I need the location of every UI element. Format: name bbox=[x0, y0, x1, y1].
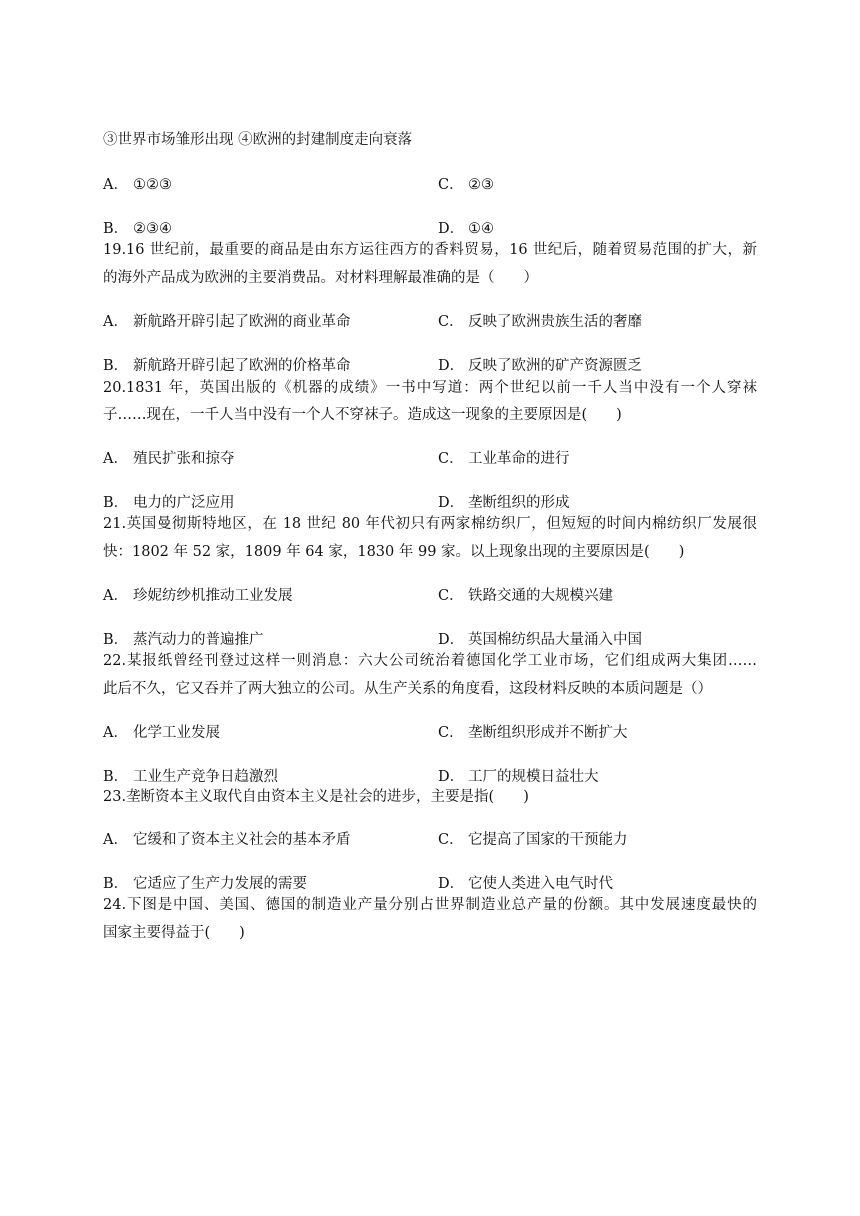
q19-option-b[interactable] bbox=[103, 356, 351, 376]
option-letter: C． bbox=[438, 725, 464, 741]
q20-stem-line-2: 子……现在，一千人当中没有一个人不穿袜子。造成这一现象的主要原因是( ) bbox=[103, 407, 622, 423]
q23-option-c[interactable] bbox=[438, 830, 628, 850]
option-text: ②③④ bbox=[133, 221, 172, 237]
option-letter: C． bbox=[438, 177, 464, 193]
option-letter: A． bbox=[103, 314, 128, 330]
option-text: 工业革命的进行 bbox=[468, 451, 570, 467]
option-letter: A． bbox=[103, 725, 128, 741]
option-letter: B． bbox=[103, 632, 129, 648]
option-letter: C． bbox=[438, 451, 464, 467]
q22-option-b[interactable] bbox=[103, 767, 278, 787]
option-letter: B． bbox=[103, 876, 129, 892]
option-text: ②③ bbox=[468, 177, 494, 193]
option-text: 新航路开辟引起了欧洲的商业革命 bbox=[133, 314, 351, 330]
q18-option-d[interactable] bbox=[438, 219, 494, 239]
option-text: ①②③ bbox=[133, 177, 172, 193]
q20-option-d[interactable] bbox=[438, 493, 570, 513]
q18-option-b[interactable] bbox=[103, 219, 172, 239]
option-letter: B． bbox=[103, 495, 129, 511]
q22-stem-line-2: 此后不久，它又吞并了两大独立的公司。从生产关系的角度看，这段材料反映的本质问题是（） bbox=[103, 681, 712, 697]
q23-option-a[interactable] bbox=[103, 830, 351, 850]
q19-option-d[interactable] bbox=[438, 356, 642, 376]
q21-stem-line-1: 21.英国曼彻斯特地区，在 18 世纪 80 年代初只有两家棉纺织厂，但短短的时间内棉纺织厂发展很 bbox=[103, 516, 757, 532]
option-text: 它缓和了资本主义社会的基本矛盾 bbox=[133, 832, 351, 848]
option-letter: C． bbox=[438, 314, 464, 330]
q22-option-d[interactable] bbox=[438, 767, 599, 787]
option-text: 它适应了生产力发展的需要 bbox=[133, 876, 307, 892]
option-text: 蒸汽动力的普遍推广 bbox=[133, 632, 264, 648]
q18-option-a[interactable] bbox=[103, 175, 172, 195]
q21-option-a[interactable] bbox=[103, 586, 293, 606]
q19-stem-line-2: 的海外产品成为欧洲的主要消费品。对材料理解最准确的是（ ） bbox=[103, 270, 538, 286]
q20-option-c[interactable] bbox=[438, 449, 570, 469]
option-text: 反映了欧洲贵族生活的奢靡 bbox=[468, 314, 642, 330]
option-text: 工厂的规模日益壮大 bbox=[468, 769, 599, 785]
option-text: 化学工业发展 bbox=[133, 725, 220, 741]
option-text: 反映了欧洲的矿产资源匮乏 bbox=[468, 358, 642, 374]
q19-option-c[interactable] bbox=[438, 312, 642, 332]
option-text: 新航路开辟引起了欧洲的价格革命 bbox=[133, 358, 351, 374]
q23-stem-line-1: 23.垄断资本主义取代自由资本主义是社会的进步，主要是指( ) bbox=[103, 789, 529, 805]
option-text: 它使人类进入电气时代 bbox=[468, 876, 613, 892]
option-letter: D． bbox=[438, 876, 465, 892]
option-text: 电力的广泛应用 bbox=[133, 495, 235, 511]
option-text: 垄断组织的形成 bbox=[468, 495, 570, 511]
option-letter: D． bbox=[438, 358, 465, 374]
q22-stem-line-1: 22.某报纸曾经刊登过这样一则消息：六大公司统治着德国化学工业市场，它们组成两大集团…… bbox=[103, 653, 757, 669]
q22-option-c[interactable] bbox=[438, 723, 628, 743]
option-text: 工业生产竞争日趋激烈 bbox=[133, 769, 278, 785]
q20-option-b[interactable] bbox=[103, 493, 235, 513]
option-text: 珍妮纺纱机推动工业发展 bbox=[133, 588, 293, 604]
option-text: 垄断组织形成并不断扩大 bbox=[468, 725, 628, 741]
option-letter: D． bbox=[438, 769, 465, 785]
q21-option-d[interactable] bbox=[438, 630, 642, 650]
option-text: 殖民扩张和掠夺 bbox=[133, 451, 235, 467]
q23-option-b[interactable] bbox=[103, 874, 307, 894]
option-letter: A． bbox=[103, 832, 128, 848]
option-text: 英国棉纺织品大量涌入中国 bbox=[468, 632, 642, 648]
q20-option-a[interactable] bbox=[103, 449, 235, 469]
option-letter: B． bbox=[103, 221, 129, 237]
q21-option-c[interactable] bbox=[438, 586, 613, 606]
q18-statement-line: ③世界市场雏形出现 ④欧洲的封建制度走向衰落 bbox=[103, 132, 413, 148]
q21-option-b[interactable] bbox=[103, 630, 264, 650]
q23-option-d[interactable] bbox=[438, 874, 613, 894]
option-letter: D． bbox=[438, 495, 465, 511]
q20-stem-line-1: 20.1831 年，英国出版的《机器的成绩》一书中写道：两个世纪以前一千人当中没有一个人穿袜 bbox=[103, 380, 757, 396]
q19-option-a[interactable] bbox=[103, 312, 351, 332]
option-text: 铁路交通的大规模兴建 bbox=[468, 588, 613, 604]
option-letter: C． bbox=[438, 588, 464, 604]
option-letter: A． bbox=[103, 177, 128, 193]
q18-option-c[interactable] bbox=[438, 175, 494, 195]
option-letter: A． bbox=[103, 588, 128, 604]
option-text: ①④ bbox=[468, 221, 494, 237]
option-text: 它提高了国家的干预能力 bbox=[468, 832, 628, 848]
option-letter: B． bbox=[103, 769, 129, 785]
q24-stem-line-2: 国家主要得益于( ) bbox=[103, 925, 245, 941]
option-letter: A． bbox=[103, 451, 128, 467]
option-letter: B． bbox=[103, 358, 129, 374]
option-letter: D． bbox=[438, 632, 465, 648]
q19-stem-line-1: 19.16 世纪前，最重要的商品是由东方运往西方的香料贸易，16 世纪后，随着贸易范围的扩大，新 bbox=[103, 242, 757, 258]
option-letter: D． bbox=[438, 221, 465, 237]
q22-option-a[interactable] bbox=[103, 723, 220, 743]
q21-stem-line-2: 快：1802 年 52 家，1809 年 64 家，1830 年 99 家。以上现象出现的主要原因是( ) bbox=[103, 544, 685, 560]
option-letter: C． bbox=[438, 832, 464, 848]
q24-stem-line-1: 24.下图是中国、美国、德国的制造业产量分别占世界制造业总产量的份额。其中发展速度最快的 bbox=[103, 897, 757, 913]
